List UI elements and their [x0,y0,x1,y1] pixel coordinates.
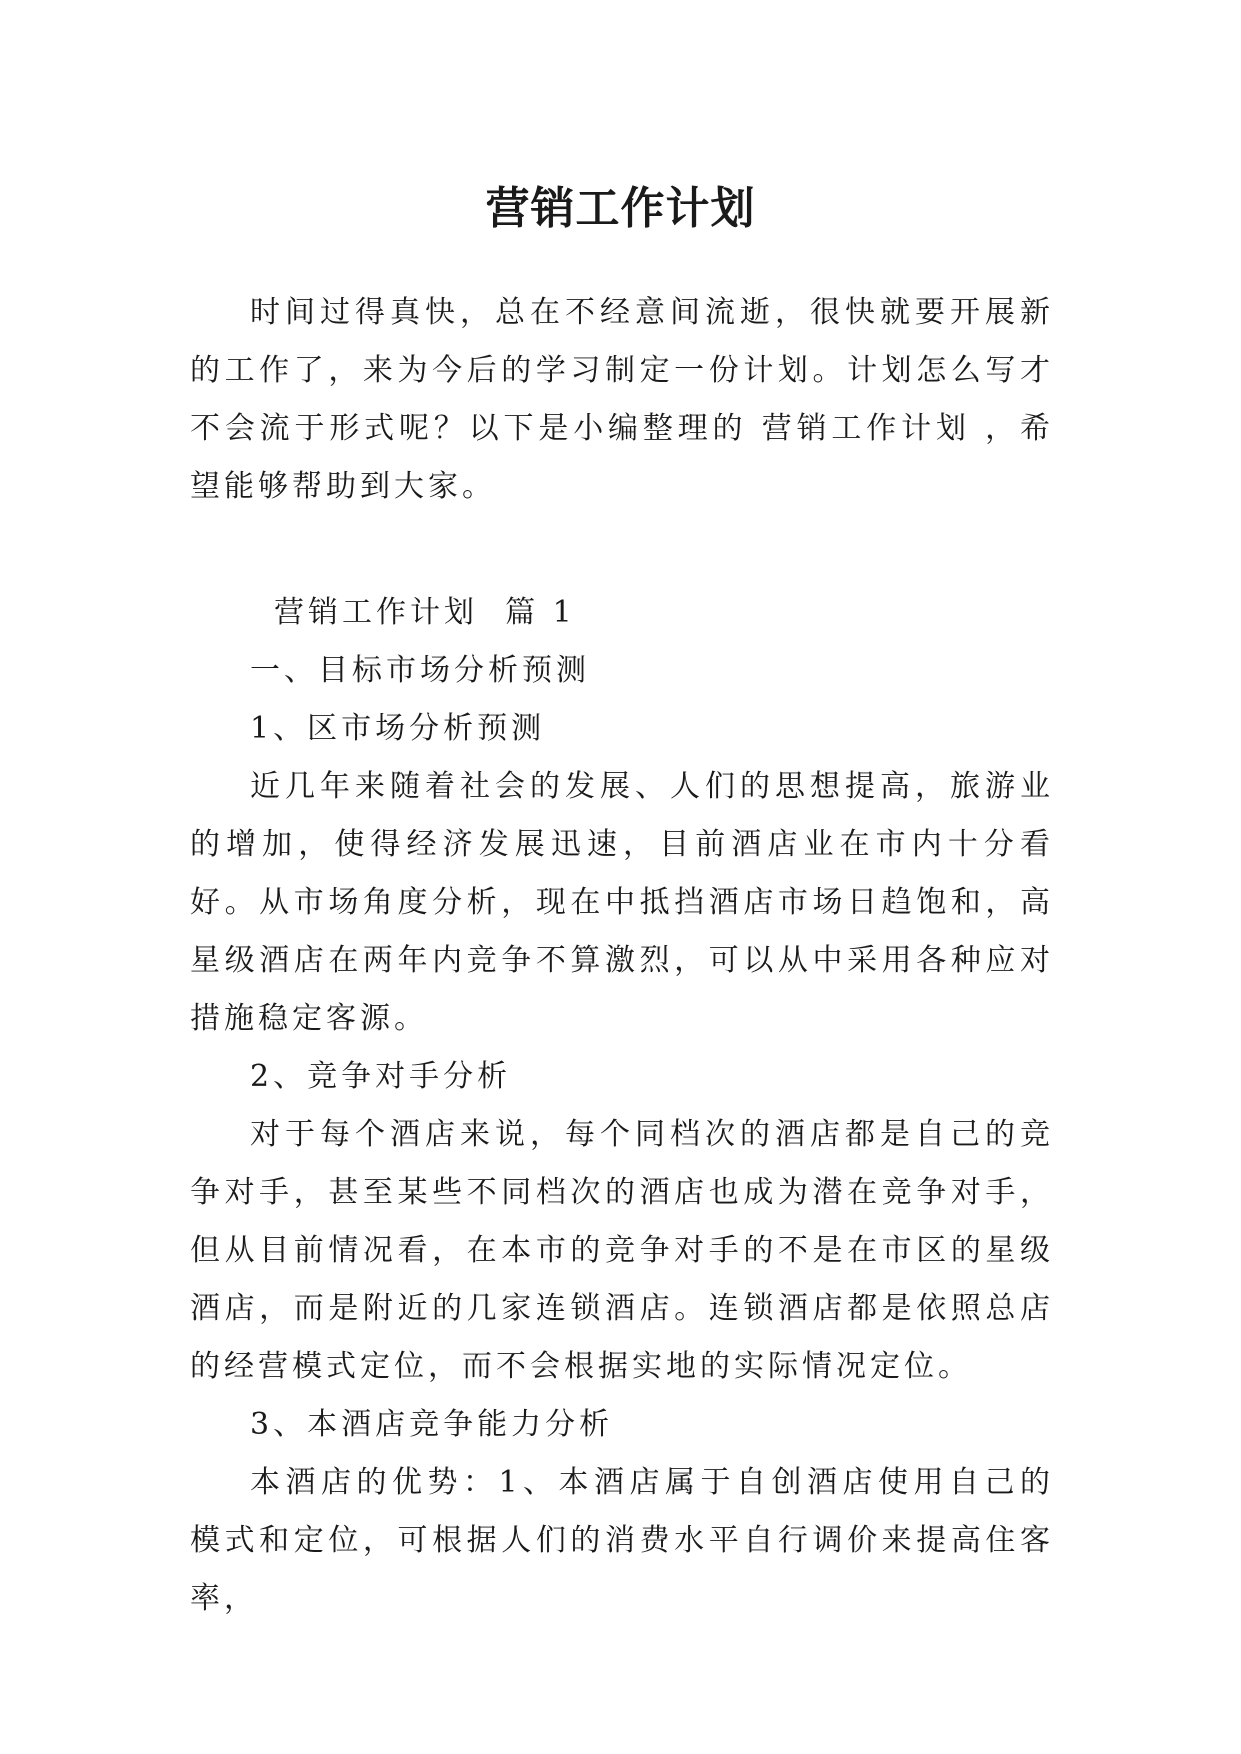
heading-competitiveness: 3、本酒店竞争能力分析 [250,1407,614,1442]
section-title: 营销工作计划 篇 1 [274,595,576,630]
intro-paragraph: 时间过得真快，总在不经意间流逝，很快就要开展新的工作了，来为今后的学习制定一份计划。计划怎么写才不会流于形式呢？以下是小编整理的 营销工作计划 ，希望能够帮助到大家。 [190,295,1054,504]
document-title: 营销工作计划 [485,183,756,235]
spacer [190,516,1054,584]
heading-target-market: 一、目标市场分析预测 [250,653,590,688]
heading-market-forecast: 1、区市场分析预测 [250,711,546,746]
paragraph-market-analysis: 近几年来随着社会的发展、人们的思想提高，旅游业的增加，使得经济发展迅速，目前酒店业在市内十分看好。从市场角度分析，现在中抵挡酒店市场日趋饱和，高星级酒店在两年内竞争不算激烈，可以从中采用各种应对措施稳定客源。 [190,769,1054,1036]
paragraph-competitor-analysis: 对于每个酒店来说，每个同档次的酒店都是自己的竞争对手，甚至某些不同档次的酒店也成为潜在竞争对手，但从目前情况看，在本市的竞争对手的不是在市区的星级酒店，而是附近的几家连锁酒店。连锁酒店都是依照总店的经营模式定位，而不会根据实地的实际情况定位。 [190,1117,1054,1384]
heading-competitor-analysis: 2、竞争对手分析 [250,1059,512,1094]
document-body [190,284,1054,1628]
paragraph-advantages: 本酒店的优势：1、本酒店属于自创酒店使用自己的模式和定位，可根据人们的消费水平自行调价来提高住客率， [190,1465,1054,1616]
